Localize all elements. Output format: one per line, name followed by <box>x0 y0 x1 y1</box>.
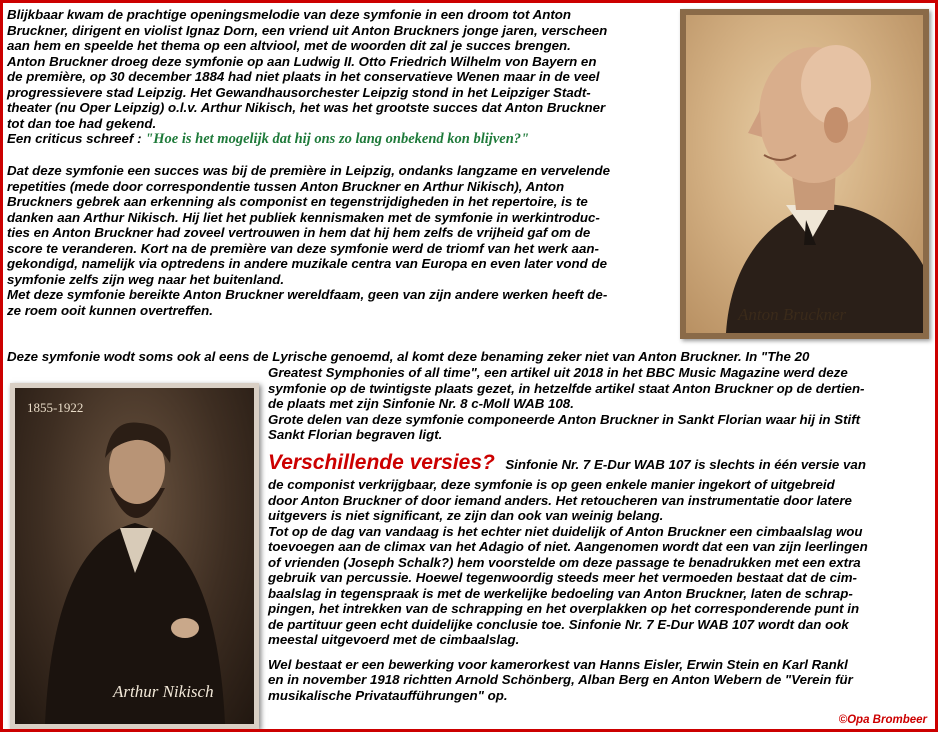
text-line: Grote delen van deze symfonie componeerde Anton Bruckner in Sankt Florian waar hij in Stift <box>268 411 861 427</box>
text-line: Greatest Symphonies of all time", een artikel uit 2018 in het BBC Music Magazine werd deze <box>268 365 848 380</box>
text-line: symfonie op de twintigste plaats gezet, in hetzelfde artikel staat Anton Bruckner op de dertien- <box>268 380 865 396</box>
text-line: de componist verkrijgbaar, deze symfonie is op geen enkele manier ingekort of uitgebreid <box>268 477 835 492</box>
article-page <box>3 3 935 729</box>
text-block-intro <box>7 7 610 318</box>
critic-line <box>7 131 610 148</box>
text-line: musikalische Privataufführungen" op. <box>268 687 508 703</box>
text-line: Met deze symfonie bereikte Anton Bruckner wereldfaam, geen van zijn andere werken heeft de- <box>7 287 608 302</box>
text-line: de plaats met zijn Sinfonie Nr. 8 c-Moll WAB 108. <box>268 396 574 411</box>
text-line: pingen, het intrekken van de schrapping en het overplakken op het corresponderende punt in <box>268 601 860 616</box>
versions-heading: Verschillende versies? <box>268 451 495 474</box>
text-line: repetities (mede door correspondentie tussen Anton Bruckner en Arthur Nikisch), Anton <box>7 178 565 194</box>
bruckner-portrait-image <box>686 15 923 333</box>
text-line: danken aan Arthur Nikisch. Hij liet het publiek kennismaken met de symfonie in werkintroduc- <box>7 209 600 225</box>
critic-quote: "Hoe is het mogelijk dat hij ons zo lang onbekend kon blijven?" <box>145 131 530 147</box>
text-line: Wel bestaat er een bewerking voor kamerorkest van Hanns Eisler, Erwin Stein en Karl Rankl <box>268 656 848 672</box>
text-line: toevoegen aan de climax van het Adagio of niet. Aangenomen wordt dat een van zijn leerlingen <box>268 539 868 554</box>
text-line: baalslag in tegenspraak is met de werkelijke bedoeling van Anton Bruckner, laten de schrap- <box>268 585 853 601</box>
nikisch-portrait <box>10 383 259 729</box>
bruckner-portrait <box>680 9 929 339</box>
text-line: en in november 1918 richtten Arnold Schönberg, Alban Berg en Anton Webern de "Verein für <box>268 672 853 687</box>
text-line: de première, op 30 december 1884 had niet plaats in het conservatieve Wenen maar in de veel <box>7 69 600 84</box>
text-line: Anton Bruckner droeg deze symfonie op aan Ludwig II. Otto Friedrich Wilhelm von Bayern en <box>7 53 597 69</box>
text-line: Deze symfonie wodt soms ook al eens de Lyrische genoemd, al komt deze benaming zeker niet van Anton Bruckner. In "The 20 <box>7 349 810 364</box>
versions-heading-line <box>268 451 866 475</box>
text-line: Tot op de dag van vandaag is het echter niet duidelijk of Anton Bruckner een cimbaalslag wou <box>268 523 863 539</box>
text-line: Dat deze symfonie een succes was bij de première in Leipzig, ondanks langzame en vervelende <box>7 163 611 178</box>
bruckner-sketch <box>686 15 923 333</box>
text-line: Sankt Florian begraven ligt. <box>268 427 443 442</box>
text-line: theater (nu Oper Leipzig) o.l.v. Arthur Nikisch, het was het grootste succes dat Anton Bruckner <box>7 100 606 115</box>
text-line: meestal uitgevoerd met de cimbaalslag. <box>268 632 520 647</box>
copyright-signature: ©Opa Brombeer <box>838 714 927 726</box>
text-line: ties en Anton Bruckner had zoveel vertrouwen in hem dat hij hem zelfs de vrijheid gaf om de <box>7 225 591 240</box>
nikisch-caption: Arthur Nikisch <box>113 682 214 701</box>
text-line: score te veranderen. Kort na de première van deze symfonie werd de triomf van het werk aan- <box>7 240 599 256</box>
text-line: of vrienden (Joseph Schalk?) hem voorstelde om deze passage te benadrukken met een extra <box>268 554 861 570</box>
nikisch-sketch <box>15 388 254 724</box>
text-line: tot dan toe had gekend. <box>7 115 157 131</box>
text-block-versions <box>268 477 868 703</box>
nikisch-portrait-image <box>15 388 254 724</box>
paragraph-gap <box>7 148 610 164</box>
text-line: door Anton Bruckner of door iemand anders. Het retoucheren van instrumentatie door latere <box>268 492 852 508</box>
text-line: Bruckners gebrek aan erkenning als componist en tegenstrijdigheden in het repertoire, is te <box>7 194 588 209</box>
text-line: Blijkbaar kwam de prachtige openingsmelodie van deze symfonie in een droom tot Anton <box>7 7 571 22</box>
text-line: gekondigd, namelijk via optredens in andere muzikale centra van Europa en even later vond de <box>7 256 608 271</box>
text-line: uitgevers is niet significant, ze zijn dan ook van weinig belang. <box>268 508 664 523</box>
critic-intro: Een criticus schreef : <box>7 131 146 146</box>
text-line: gebruik van percussie. Hoewel tegenwoordig steeds meer het vermoeden bestaat dat de cim- <box>268 570 857 585</box>
text-line: de partituur geen echt duidelijke conclusie toe. Sinfonie Nr. 7 E-Dur WAB 107 wordt dan ook <box>268 616 849 632</box>
versions-heading-rest: Sinfonie Nr. 7 E-Dur WAB 107 is slechts in één versie van <box>505 457 866 472</box>
text-line: progressievere stad Leipzig. Het Gewandhausorchester Leipzig stond in het Leipziger Stadt- <box>7 84 591 100</box>
text-line: ze roem ooit kunnen overtreffen. <box>7 302 213 318</box>
nikisch-years: 1855-1922 <box>27 400 84 415</box>
paragraph-gap <box>268 648 868 657</box>
text-line: Bruckner, dirigent en violist Ignaz Dorn, een vriend uit Anton Bruckners jonge jaren, verscheen <box>7 22 608 38</box>
text-block-lyrical <box>7 349 809 365</box>
text-block-ranking <box>268 365 865 443</box>
text-line: aan hem en speelde het thema op een altviool, met de woorden dit zal je succes brengen. <box>7 38 571 53</box>
bruckner-caption: Anton Bruckner <box>738 305 847 324</box>
text-line: symfonie zelfs zijn weg naar het buitenland. <box>7 271 285 287</box>
